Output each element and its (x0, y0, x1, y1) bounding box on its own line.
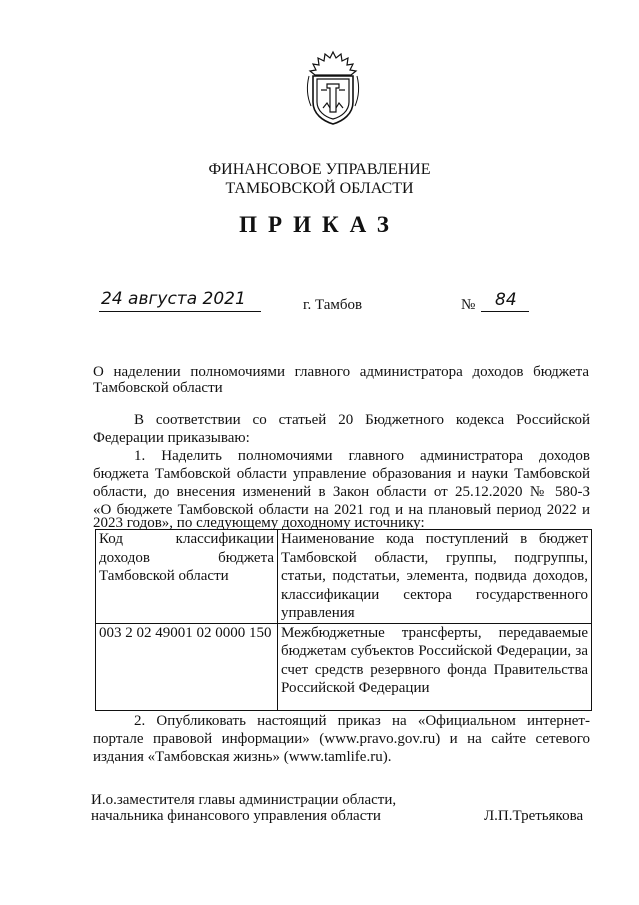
document-type-title: ПРИКАЗ (239, 212, 400, 237)
handwritten-date: 24 августа 2021 (101, 289, 246, 309)
city-name: г. Тамбов (303, 297, 363, 313)
handwritten-number: 84 (495, 290, 517, 310)
table-header-row (96, 530, 592, 624)
item2-line2: портале правовой информации» (www.pravo.gov.ru) и на сайте сетевого (93, 731, 590, 747)
signer-name: Л.П.Третьякова (484, 808, 584, 824)
table-cell-code: 003 2 02 49001 02 0000 150 (96, 623, 278, 710)
org-name-line1: ФИНАНСОВОЕ УПРАВЛЕНИЕ (208, 161, 431, 178)
table-header-code: Код классификации доходов бюджета Тамбовской области (96, 530, 278, 624)
signer-position-line1: И.о.заместителя главы администрации области, (91, 792, 397, 808)
table-cell-name: Межбюджетные трансферты, передаваемые бюджетам субъектов Российской Федерации, за счет средств резервного фонда Правительства Российской Федерации (278, 623, 592, 710)
item1-line4: «О бюджете Тамбовской области на 2021 год и на плановый период 2022 и (93, 502, 590, 518)
item1-line5: 2023 годов», по следующему доходному источнику: (93, 515, 425, 531)
subject-line1: О наделении полномочиями главного администратора доходов бюджета (93, 364, 589, 380)
item2-line1: 2. Опубликовать настоящий приказ на «Официальном интернет- (134, 713, 590, 729)
item1-line1: 1. Наделить полномочиями главного администратора доходов (134, 448, 590, 464)
number-label: № (461, 297, 476, 313)
item1-line2: бюджета Тамбовской области управление образования и науки Тамбовской (93, 466, 590, 482)
subject-line2: Тамбовской области (93, 380, 223, 396)
date-underline (99, 311, 261, 312)
coat-of-arms-icon (301, 48, 365, 128)
item1-line3: области, до внесения изменений в Закон области от 25.12.2020 № 580-З (93, 484, 590, 500)
number-underline (481, 311, 529, 312)
signer-position-line2: начальника финансового управления области (91, 808, 381, 824)
preamble-line1: В соответствии со статьей 20 Бюджетного кодекса Российской (134, 412, 590, 428)
item2-line3: издания «Тамбовская жизнь» (www.tamlife.ru). (93, 749, 392, 765)
org-name-line2: ТАМБОВСКОЙ ОБЛАСТИ (225, 180, 414, 197)
table-header-name: Наименование кода поступлений в бюджет Тамбовской области, группы, подгруппы, статьи, подстатьи, элемента, подвида доходов, классификации сектора государственного управления (278, 530, 592, 624)
table-row (96, 623, 592, 710)
preamble-line2: Федерации приказываю: (93, 430, 250, 446)
income-classification-table (95, 529, 592, 711)
